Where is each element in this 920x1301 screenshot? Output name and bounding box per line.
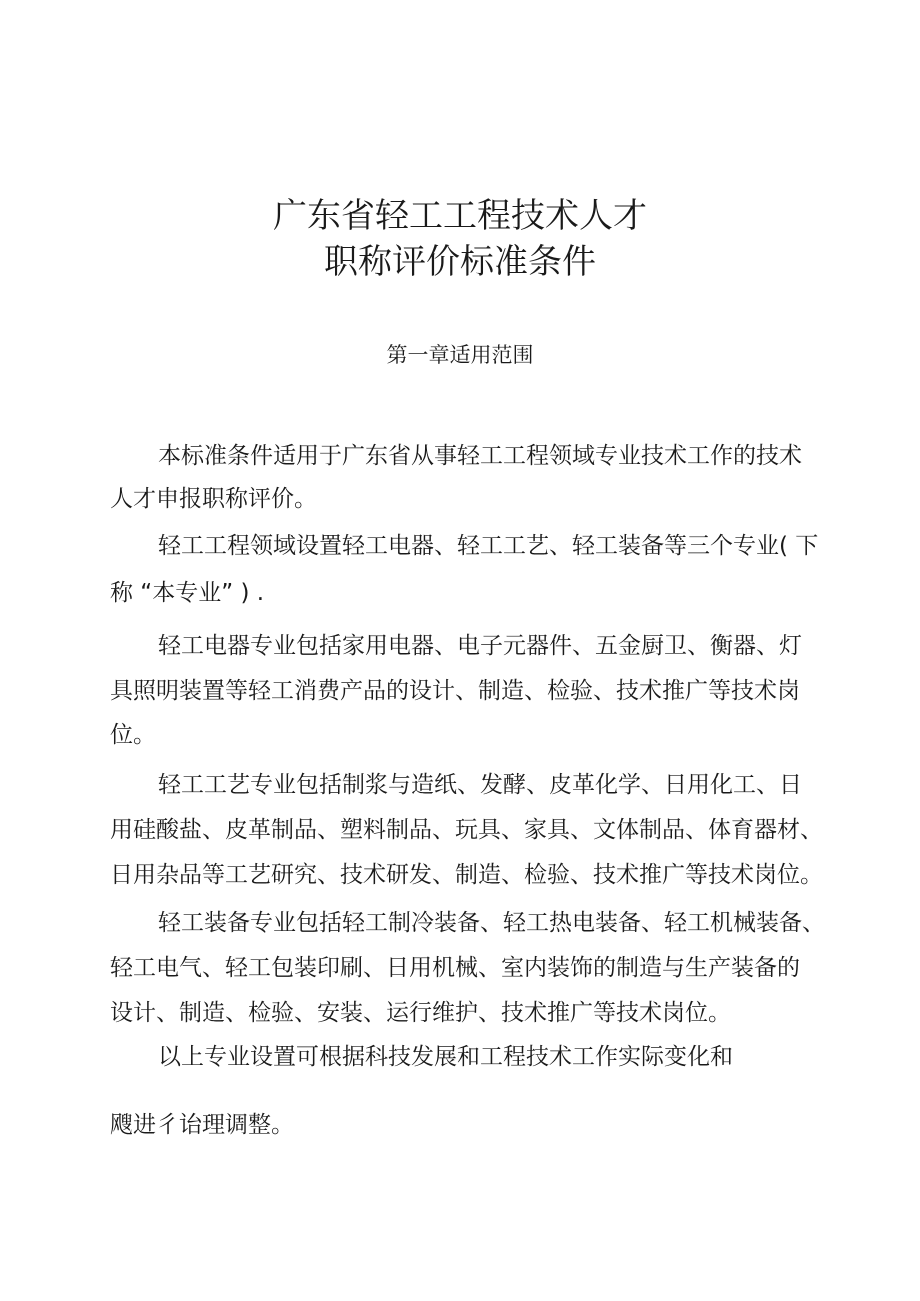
paragraph-line: 本标准条件适用于广东省从事轻工工程领域专业技术工作的技术 [158, 443, 802, 469]
paragraph-line: 以上专业设置可根据科技发展和工程技术工作实际变化和 [158, 1044, 733, 1070]
paragraph-line: 用硅酸盐、皮革制品、塑料制品、玩具、家具、文体制品、体育器材、 [110, 817, 823, 843]
paragraph-line: 飕进彳诒理调整。 [110, 1112, 294, 1138]
paragraph-line: 轻工装备专业包括轻工制冷装备、轻工热电装备、轻工机械装备、 [158, 910, 825, 936]
document-title-line-2: 职称评价标准条件 [324, 242, 596, 282]
paragraph-line: 具照明装置等轻工消费产品的设计、制造、检验、技术推广等技术岗 [110, 678, 800, 704]
paragraph-line: 设计、制造、检验、安装、运行维护、技术推广等技术岗位。 [110, 1000, 731, 1026]
chapter-heading: 第一章适用范围 [386, 343, 534, 367]
paragraph-line: 日用杂品等工艺研究、技术研发、制造、检验、技术推广等技术岗位。 [110, 862, 823, 888]
paragraph-line: 人才申报职称评价。 [110, 486, 317, 512]
paragraph-line: 轻工工程领域设置轻工电器、轻工工艺、轻工装备等三个专业( 下 [158, 533, 819, 559]
paragraph-line: 轻工电气、轻工包装印刷、日用机械、室内装饰的制造与生产装备的 [110, 955, 800, 981]
paragraph-line: 位。 [110, 722, 156, 748]
paragraph-line: 轻工工艺专业包括制浆与造纸、发酵、皮革化学、日用化工、日 [158, 772, 802, 798]
document-title-line-1: 广东省轻工工程技术人才 [273, 196, 647, 236]
paragraph-line: 称 “本专业” ) . [110, 580, 265, 606]
paragraph-line: 轻工电器专业包括家用电器、电子元器件、五金厨卫、衡器、灯 [158, 633, 802, 659]
